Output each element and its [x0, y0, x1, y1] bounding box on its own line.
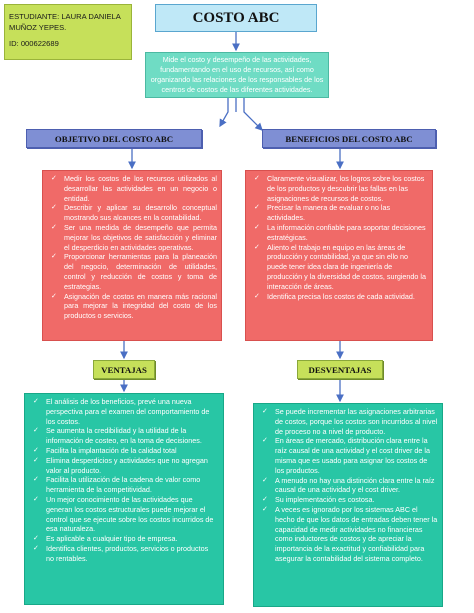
objetivo-item-2: ✓ Describir y aplicar su desarrollo conceptual mostrando sus alcances en la contabilidad.: [47, 203, 217, 223]
arrow-to-beneficios-header: [244, 98, 262, 130]
definition-text: Mide el costo y desempeño de las actividades, fundamentando en el uso de recursos, así como organizando las relaciones de los responsables de los centros de costos de las diferentes actividades.: [150, 55, 324, 94]
ventajas-list: [29, 397, 218, 564]
desventajas-item-1: ✓ Se puede incrementar las asignaciones arbitrarias de costos, porque los costos son incurridos al nivel de proceso no a nivel de producto.: [258, 407, 438, 436]
ventajas-item-2: ✓ Se aumenta la credibilidad y la utilidad de la información de costeo, en la toma de decisiones.: [29, 426, 218, 446]
objetivo-item-5: ✓ Asignación de costos en manera más racional para mejorar la integridad del costo de los productos o servicios.: [47, 292, 217, 321]
objetivo-list-box: [42, 170, 222, 341]
objetivo-item-3: ✓ Ser una medida de desempeño que permita mejorar los objetivos de satisfacción y eliminar el desperdicio en actividades operativas.: [47, 223, 217, 252]
desventajas-item-5: ✓ A veces es ignorado por los sistemas ABC el hecho de que los datos de entradas deben tener la capacidad de medir actividades no financieras como inductores de costos y de apreciar la importancia de la exactitud y confiabilidad para asegurar la contabilidad del sistema completo.: [258, 505, 438, 564]
objetivo-header: OBJETIVO DEL COSTO ABC: [26, 129, 202, 148]
ventajas-item-8: ✓ Identifica clientes, productos, servicios o productos no rentables.: [29, 544, 218, 564]
ventajas-header: VENTAJAS: [93, 360, 155, 379]
definition-box: [145, 52, 329, 98]
beneficios-item-3: ✓ La información confiable para soportar decisiones estratégicas.: [250, 223, 428, 243]
objetivo-item-4: ✓ Proporcionar herramientas para la planeación del negocio, determinación de utilidades, control y reducción de costos y toma de estrategias.: [47, 252, 217, 291]
desventajas-list-box: [253, 403, 443, 607]
page-title: COSTO ABC: [155, 4, 317, 32]
objetivo-item-1: ✓ Medir los costos de los recursos utilizados al desarrollar las actividades en un negocio o entidad.: [47, 174, 217, 203]
ventajas-item-6: ✓ Un mejor conocimiento de las actividades que generan los costos estructurales puede mejorar el control que se ejecute sobre los costos incurridos de esa naturaleza.: [29, 495, 218, 534]
ventajas-item-7: ✓ Es aplicable a cualquier tipo de empresa.: [29, 534, 218, 544]
beneficios-list: [250, 174, 428, 301]
student-id: ID: 000622689: [9, 39, 59, 48]
ventajas-item-5: ✓ Facilita la utilización de la cadena de valor como herramienta de la competitividad.: [29, 475, 218, 495]
student-name-line-1: ESTUDIANTE: LAURA DANIELA: [9, 12, 121, 21]
beneficios-item-2: ✓ Precisar la manera de evaluar o no las actividades.: [250, 203, 428, 223]
ventajas-item-1: ✓ El análisis de los beneficios, prevé una nueva perspectiva para el examen del comportamiento de los costos.: [29, 397, 218, 426]
beneficios-item-1: ✓ Claramente visualizar, los logros sobre los costos de los productos y descubrir las fallas en las asignaciones de recursos de costos.: [250, 174, 428, 203]
beneficios-list-box: [245, 170, 433, 341]
student-name-line-2: MUÑOZ YEPES.: [9, 23, 67, 32]
ventajas-list-box: [24, 393, 224, 605]
ventajas-item-3: ✓ Facilita la implantación de la calidad total: [29, 446, 218, 456]
student-info-box: [4, 4, 132, 60]
desventajas-item-2: ✓ En áreas de mercado, distribución clara entre la raíz causal de una actividad y el cost driver de la misma que es usado para asignar los costos de los productos.: [258, 436, 438, 475]
beneficios-item-4: ✓ Aliento el trabajo en equipo en las áreas de producción y contabilidad, ya que sin ello no puede tener idea clara de ingeniería de producción y la diversidad de costos, surgiendo la interacción de áreas.: [250, 243, 428, 292]
beneficios-header: BENEFICIOS DEL COSTO ABC: [262, 129, 436, 148]
desventajas-item-4: ✓ Su implementación es costosa.: [258, 495, 438, 505]
ventajas-item-4: ✓ Elimina desperdicios y actividades que no agregan valor al producto.: [29, 456, 218, 476]
desventajas-header: DESVENTAJAS: [297, 360, 383, 379]
desventajas-list: [258, 407, 438, 564]
beneficios-item-5: ✓ Identifica precisa los costos de cada actividad.: [250, 292, 428, 302]
arrow-to-objetivo-header: [220, 98, 228, 126]
objetivo-list: [47, 174, 217, 321]
desventajas-item-3: ✓ A menudo no hay una distinción clara entre la raíz causal de una actividad y el cost driver.: [258, 476, 438, 496]
